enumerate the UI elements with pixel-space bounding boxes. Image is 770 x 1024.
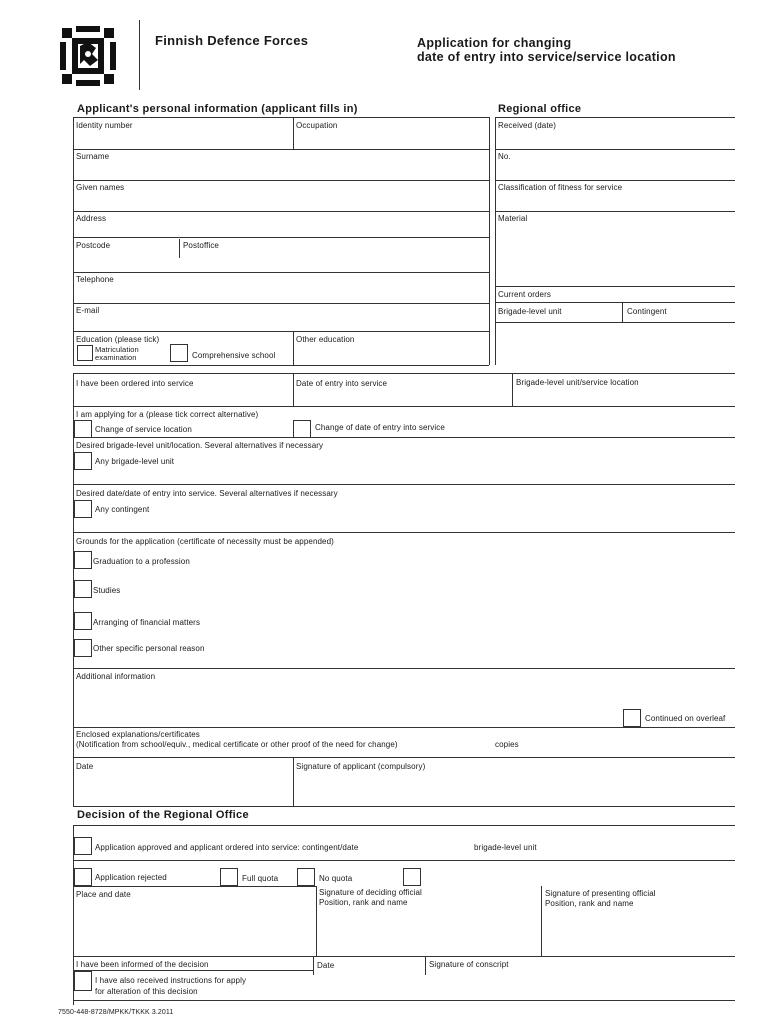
given-names-label: Given names bbox=[76, 183, 125, 192]
surname-label: Surname bbox=[76, 152, 110, 161]
financial-checkbox[interactable] bbox=[74, 612, 92, 630]
rejected-checkbox[interactable] bbox=[74, 868, 92, 886]
no-quota-checkbox[interactable] bbox=[297, 868, 315, 886]
other-reason-label: Other specific personal reason bbox=[93, 644, 205, 653]
studies-label: Studies bbox=[93, 586, 121, 595]
telephone-label: Telephone bbox=[76, 275, 114, 284]
instructions-line1: I have also received instructions for apply bbox=[95, 976, 247, 985]
matriculation-label: Matriculation examination bbox=[95, 345, 139, 362]
no-quota-box-2[interactable] bbox=[403, 868, 421, 886]
postcode-label: Postcode bbox=[76, 241, 111, 250]
instructions-line2: for alteration of this decision bbox=[95, 987, 198, 996]
informed-date-label: Date bbox=[317, 961, 335, 970]
date-entry-label: Date of entry into service bbox=[296, 379, 388, 388]
change-location-checkbox[interactable] bbox=[74, 420, 92, 438]
material-label: Material bbox=[498, 214, 528, 223]
any-contingent-checkbox[interactable] bbox=[74, 500, 92, 518]
continued-overleaf-label: Continued on overleaf bbox=[645, 714, 726, 723]
address-label: Address bbox=[76, 214, 107, 223]
form-title-line2: date of entry into service/service location bbox=[417, 50, 676, 64]
place-date-label: Place and date bbox=[76, 890, 131, 899]
coat-of-arms-logo bbox=[58, 24, 118, 88]
rejected-label: Application rejected bbox=[95, 873, 167, 882]
enclosed-note: (Notification from school/equiv., medical certificate or other proof of the need for change) bbox=[76, 740, 398, 749]
sig-conscript-label: Signature of conscript bbox=[429, 960, 509, 969]
received-date-label: Received (date) bbox=[498, 121, 556, 130]
no-quota-label: No quota bbox=[319, 874, 353, 883]
education-label: Education (please tick) bbox=[76, 335, 160, 344]
brigade-location-label: Brigade-level unit/service location bbox=[516, 378, 639, 387]
current-orders-label: Current orders bbox=[498, 290, 551, 299]
contingent-label: Contingent bbox=[627, 307, 667, 316]
sig-deciding-sub: Position, rank and name bbox=[319, 898, 408, 907]
postoffice-label: Postoffice bbox=[183, 241, 219, 250]
graduation-checkbox[interactable] bbox=[74, 551, 92, 569]
ordered-service-label: I have been ordered into service bbox=[76, 379, 194, 388]
decision-heading: Decision of the Regional Office bbox=[77, 809, 249, 821]
instructions-checkbox[interactable] bbox=[74, 971, 92, 991]
identity-number-label: Identity number bbox=[76, 121, 133, 130]
form-title-line1: Application for changing bbox=[417, 36, 572, 50]
informed-label: I have been informed of the decision bbox=[76, 960, 209, 969]
change-date-label: Change of date of entry into service bbox=[315, 423, 445, 432]
signature-applicant-label: Signature of applicant (compulsory) bbox=[296, 762, 426, 771]
desired-date-label: Desired date/date of entry into service. Several alternatives if necessary bbox=[76, 489, 338, 498]
additional-info-label: Additional information bbox=[76, 672, 156, 681]
any-contingent-label: Any contingent bbox=[95, 505, 150, 514]
form-code: 7550-448-8728/MPKK/TKKK 3.2011 bbox=[58, 1009, 174, 1016]
comprehensive-checkbox[interactable] bbox=[170, 344, 188, 362]
other-education-label: Other education bbox=[296, 335, 355, 344]
financial-label: Arranging of financial matters bbox=[93, 618, 201, 627]
applying-for-label: I am applying for a (please tick correct alternative) bbox=[76, 410, 259, 419]
continued-overleaf-checkbox[interactable] bbox=[623, 709, 641, 727]
full-quota-checkbox[interactable] bbox=[220, 868, 238, 886]
comprehensive-label: Comprehensive school bbox=[192, 351, 276, 360]
enclosed-label: Enclosed explanations/certificates bbox=[76, 730, 200, 739]
change-date-checkbox[interactable] bbox=[293, 420, 311, 438]
brigade-unit-label: Brigade-level unit bbox=[498, 307, 562, 316]
any-unit-label: Any brigade-level unit bbox=[95, 457, 175, 466]
email-label: E-mail bbox=[76, 306, 100, 315]
graduation-label: Graduation to a profession bbox=[93, 557, 190, 566]
sig-presenting-label: Signature of presenting official bbox=[545, 889, 656, 898]
regional-office-heading: Regional office bbox=[498, 103, 582, 115]
other-reason-checkbox[interactable] bbox=[74, 639, 92, 657]
fitness-class-label: Classification of fitness for service bbox=[498, 183, 623, 192]
sig-deciding-label: Signature of deciding official bbox=[319, 888, 422, 897]
no-label: No. bbox=[498, 152, 511, 161]
desired-location-label: Desired brigade-level unit/location. Several alternatives if necessary bbox=[76, 441, 324, 450]
org-name: Finnish Defence Forces bbox=[155, 33, 309, 48]
sig-presenting-sub: Position, rank and name bbox=[545, 899, 634, 908]
change-location-label: Change of service location bbox=[95, 425, 192, 434]
any-unit-checkbox[interactable] bbox=[74, 452, 92, 470]
approved-brigade-label: brigade-level unit bbox=[474, 843, 537, 852]
approved-checkbox[interactable] bbox=[74, 837, 92, 855]
approved-label: Application approved and applicant ordered into service: contingent/date bbox=[95, 843, 359, 852]
full-quota-label: Full quota bbox=[242, 874, 279, 883]
grounds-label: Grounds for the application (certificate of necessity must be appended) bbox=[76, 537, 334, 546]
date-label: Date bbox=[76, 762, 94, 771]
studies-checkbox[interactable] bbox=[74, 580, 92, 598]
matriculation-checkbox[interactable] bbox=[77, 345, 93, 361]
occupation-label: Occupation bbox=[296, 121, 338, 130]
copies-label: copies bbox=[495, 740, 519, 749]
personal-info-heading: Applicant's personal information (applicant fills in) bbox=[77, 103, 358, 115]
